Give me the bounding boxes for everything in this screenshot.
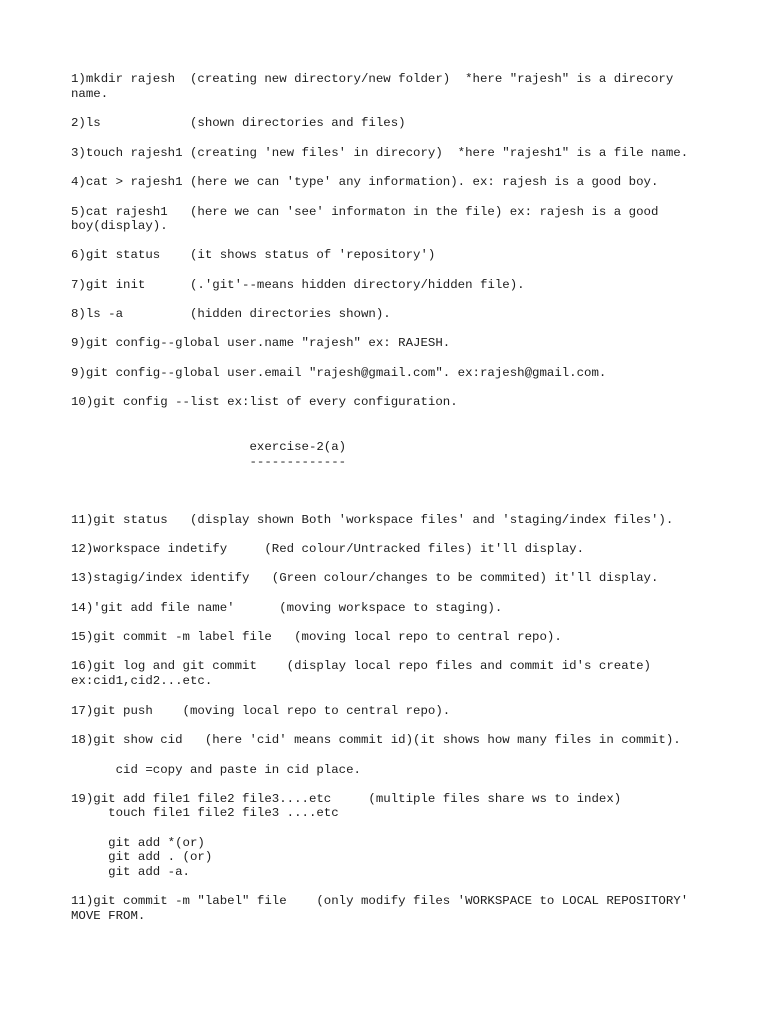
note-line: 12)workspace indetify (Red colour/Untracked files) it'll display. [71,542,585,556]
note-line: 11)git status (display shown Both 'workspace files' and 'staging/index files'). [71,513,674,527]
note-line: 4)cat > rajesh1 (here we can 'type' any information). ex: rajesh is a good boy. [71,175,659,189]
note-line: 18)git show cid (here 'cid' means commit id)(it shows how many files in commit). [71,733,681,747]
note-line: 10)git config --list ex:list of every configuration. [71,395,458,409]
note-line: 16)git log and git commit (display local repo files and commit id's create) [71,659,651,673]
note-line: 1)mkdir rajesh (creating new directory/new folder) *here "rajesh" is a direcory [71,72,674,86]
note-line: git add . (or) [71,850,213,864]
note-line: 15)git commit -m label file (moving local repo to central repo). [71,630,562,644]
note-line: 7)git init (.'git'--means hidden directory/hidden file). [71,278,525,292]
note-line: 17)git push (moving local repo to central repo). [71,704,451,718]
note-line: git add -a. [71,865,190,879]
note-line: ex:cid1,cid2...etc. [71,674,213,688]
note-line: 9)git config--global user.name "rajesh" ex: RAJESH. [71,336,451,350]
note-line: 6)git status (it shows status of 'repository') [71,248,436,262]
note-line: 14)'git add file name' (moving workspace to staging). [71,601,503,615]
section-heading: exercise-2(a) [71,440,347,454]
note-line: MOVE FROM. [71,909,146,923]
note-line: name. [71,87,109,101]
note-line: touch file1 file2 file3 ....etc [71,806,339,820]
note-line: cid =copy and paste in cid place. [71,763,361,777]
note-line: 19)git add file1 file2 file3....etc (multiple files share ws to index) [71,792,622,806]
note-line: 5)cat rajesh1 (here we can 'see' informaton in the file) ex: rajesh is a good [71,205,659,219]
note-line: 3)touch rajesh1 (creating 'new files' in direcory) *here "rajesh1" is a file name. [71,146,689,160]
note-line: 11)git commit -m "label" file (only modify files 'WORKSPACE to LOCAL REPOSITORY' [71,894,689,908]
section-underline: ------------- [71,455,347,469]
note-line: 8)ls -a (hidden directories shown). [71,307,391,321]
note-line: 2)ls (shown directories and files) [71,116,406,130]
note-line: boy(display). [71,219,168,233]
note-line: 13)stagig/index identify (Green colour/changes to be commited) it'll display. [71,571,659,585]
note-line: 9)git config--global user.email "rajesh@gmail.com". ex:rajesh@gmail.com. [71,366,607,380]
note-line: git add *(or) [71,836,205,850]
